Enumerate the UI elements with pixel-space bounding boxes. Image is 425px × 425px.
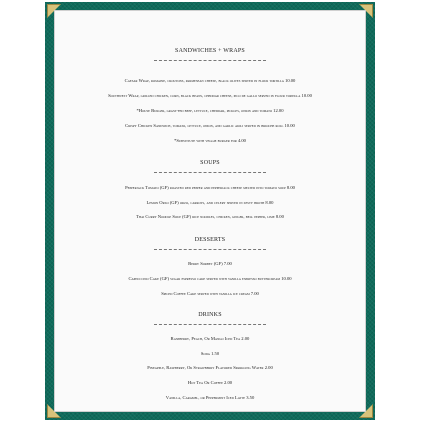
menu-item: *House Burger, grass-fed beef, lettuce, cheddar, pickles, onion and tomato 12.00 bbox=[136, 108, 284, 113]
menu-item: Vanilla, Caramel, or Peppermint Iced Latte 3.50 bbox=[165, 395, 255, 400]
menu-item: Caesar Wrap, romaine, croutons, parmesean cheese, black olives served in flour tortilla 10.00 bbox=[124, 78, 296, 83]
menu-item: Hot Tea Or Coffee 2.00 bbox=[187, 380, 233, 385]
section-title-desserts: DESSERTS bbox=[194, 237, 226, 243]
menu-item: Berry Sorbet (GF) 7.00 bbox=[188, 261, 232, 266]
menu-item: Southwest Wrap, grilled chicken, corn, black beans, cheddar cheese, pico de gallo served in flour tortilla 10.00 bbox=[108, 93, 312, 98]
menu-cover bbox=[45, 2, 375, 420]
section-divider bbox=[154, 324, 266, 325]
menu-item: Thai Curry Noodle Soup (GF) rice noodles, chicken, ginger, bell pepper, lime 8.00 bbox=[136, 214, 284, 219]
menu-item: Soda 1.50 bbox=[200, 351, 220, 356]
menu-item: Crispy Chicken Sandwich, tomato, lettuce, onion, and garlic aioli served in brioche roll 10.00 bbox=[125, 123, 295, 128]
menu-item: Pepperjack Tomato (GF) roasted red pepper and pepperjack cheese melted into tomato soup 8.00 bbox=[125, 185, 295, 190]
section-divider bbox=[154, 60, 266, 61]
menu-item: Cappuccino Cake (GF) sugar espresso cake served with vanilla espresso buttercream 10.00 bbox=[128, 276, 292, 281]
menu-item: *Substitute with veggie burger for 4.00 bbox=[174, 138, 246, 143]
section-divider bbox=[154, 172, 266, 173]
menu-item: Spiced Coffee Cake served with vanilla ice cream 7.00 bbox=[161, 291, 259, 296]
section-title-drinks: DRINKS bbox=[198, 312, 222, 318]
section-title-soups: SOUPS bbox=[200, 160, 220, 166]
menu-item: Lemon Orzo (GF) orzo, carrots, and celery served in zesty broth 8.00 bbox=[146, 200, 274, 205]
section-title-sandwiches: SANDWICHES + WRAPS bbox=[175, 48, 245, 54]
menu-item: Raspberry, Peach, Or Mango Iced Tea 2.00 bbox=[170, 336, 250, 341]
section-divider bbox=[154, 249, 266, 250]
menu-page bbox=[54, 10, 366, 412]
menu-item: Pineapple, Raspberry, Or Strawberry Flavored Sparkling Water 2.00 bbox=[147, 365, 273, 370]
